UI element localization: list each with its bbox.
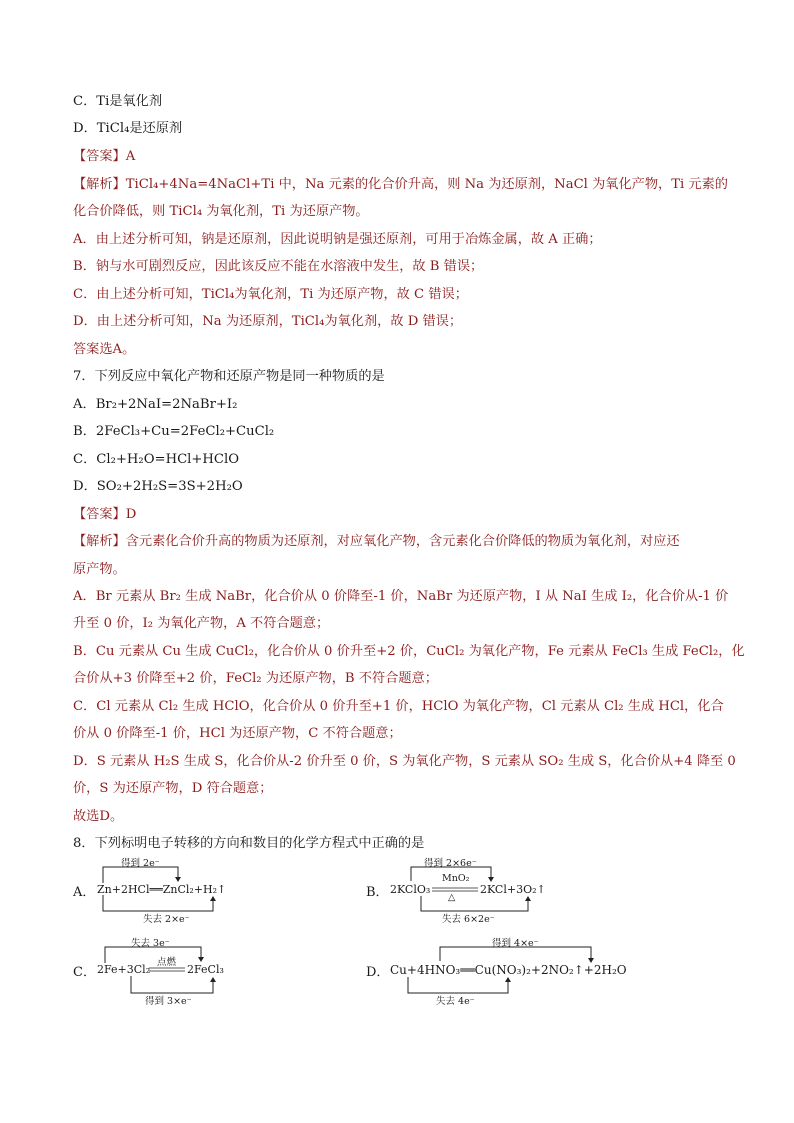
lose-electron-label: 失去 2×e⁻ <box>143 914 190 925</box>
q7-option-b: B．2FeCl₃+Cu=2FeCl₂+CuCl₂ <box>73 424 275 439</box>
analysis-text: 含元素化合价升高的物质为还原剂，对应氧化产物，含元素化合价降低的物质为氧化剂，对应还 <box>125 534 680 549</box>
question-8-stem: 8．下列标明电子转移的方向和数目的化学方程式中正确的是 <box>73 836 425 851</box>
answer-line <box>73 148 135 166</box>
chemical-equation: Cu+4HNO₃══Cu(NO₃)₂+2NO₂↑+2H₂O <box>390 963 627 977</box>
gain-electron-label: 得到 2e⁻ <box>121 858 160 869</box>
final-answer: 答案选A。 <box>73 342 136 357</box>
analysis-line: 化合价降低，则 TiCl₄ 为氧化剂，Ti 为还原产物。 <box>73 204 369 219</box>
product: 2FeCl₃ <box>187 963 224 976</box>
catalyst-label: MnO₂ <box>442 873 470 884</box>
analysis-tag: 【解析】 <box>73 177 126 192</box>
q7-explanation-b: B．Cu 元素从 Cu 生成 CuCl₂，化合价从 0 价升至+2 价，CuCl₂ 为氧化产物，Fe 元素从 FeCl₃ 生成 FeCl₂，化 <box>73 644 745 659</box>
chemical-equation: Zn+2HCl══ZnCl₂+H₂↑ <box>97 883 227 896</box>
gain-electron-label: 得到 4×e⁻ <box>492 938 539 949</box>
option-label: C． <box>73 965 96 980</box>
heat-symbol: △ <box>448 892 456 903</box>
q7-option-c: C．Cl₂+H₂O=HCl+HClO <box>73 452 240 467</box>
q7-option-d: D．SO₂+2H₂S=3S+2H₂O <box>73 479 243 494</box>
explanation-d: D．由上述分析可知，Na 为还原剂，TiCl₄为氧化剂，故 D 错误； <box>73 314 463 329</box>
answer-value: D <box>125 507 137 522</box>
explanation-a: A．由上述分析可知，钠是还原剂，因此说明钠是强还原剂，可用于冶炼金属，故 A 正确； <box>73 232 602 247</box>
q7-explanation-c: 价从 0 价降至-1 价，HCl 为还原产物，C 不符合题意； <box>73 726 402 741</box>
q7-explanation-d: D．S 元素从 H₂S 生成 S，化合价从-2 价升至 0 价，S 为氧化产物，S 元素从 SO₂ 生成 S，化合价从+4 降至 0 <box>73 754 736 769</box>
analysis-text: TiCl₄+4Na=4NaCl+Ti 中，Na 元素的化合价升高，则 Na 为还原剂，NaCl 为氧化产物，Ti 元素的 <box>125 177 728 192</box>
q8-option-c <box>73 935 333 1007</box>
answer-tag: 【答案】 <box>73 507 126 522</box>
q7-analysis-line: 原产物。 <box>73 562 126 577</box>
lose-electron-label: 失去 4e⁻ <box>436 996 475 1007</box>
lose-electron-label: 失去 6×2e⁻ <box>442 914 495 925</box>
analysis-tag: 【解析】 <box>73 534 126 549</box>
gain-electron-label: 得到 3×e⁻ <box>145 996 192 1007</box>
reactant: 2Fe+3Cl₂ <box>97 963 151 976</box>
q7-explanation-d: 价，S 为还原产物，D 符合题意； <box>73 781 273 796</box>
question-7-stem: 7．下列反应中氧化产物和还原产物是同一种物质的是 <box>73 369 385 384</box>
option-c: C．Ti是氧化剂 <box>73 94 163 109</box>
q7-final-answer: 故选D。 <box>73 809 124 824</box>
q7-explanation-a: 升至 0 价，I₂ 为氧化产物，A 不符合题意； <box>73 616 330 631</box>
option-label: B． <box>366 885 389 900</box>
q7-explanation-b: 合价从+3 价降至+2 价，FeCl₂ 为还原产物，B 不符合题意； <box>73 671 438 686</box>
analysis-line <box>73 176 728 194</box>
q8-option-d <box>366 935 706 1007</box>
q7-option-a: A．Br₂+2NaI=2NaBr+I₂ <box>73 397 238 412</box>
product: 2KCl+3O₂↑ <box>480 883 546 896</box>
q7-analysis-line <box>73 533 680 551</box>
q8-option-b <box>366 855 666 925</box>
gain-electron-label: 得到 2×6e⁻ <box>424 858 477 869</box>
q8-option-a <box>73 855 333 925</box>
option-label: A． <box>73 885 96 900</box>
reactant: 2KClO₃ <box>390 883 431 896</box>
condition-label: 点燃 <box>157 957 177 968</box>
explanation-b: B．钠与水可剧烈反应，因此该反应不能在水溶液中发生，故 B 错误； <box>73 259 484 274</box>
q7-explanation-a: A．Br 元素从 Br₂ 生成 NaBr，化合价从 0 价降至-1 价，NaBr 为还原产物，I 从 NaI 生成 I₂，化合价从-1 价 <box>73 589 729 604</box>
explanation-c: C．由上述分析可知，TiCl₄为氧化剂，Ti 为还原产物，故 C 错误； <box>73 287 468 302</box>
q7-explanation-c: C．Cl 元素从 Cl₂ 生成 HClO，化合价从 0 价升至+1 价，HClO 为氧化产物，Cl 元素从 Cl₂ 生成 HCl，化合 <box>73 699 724 714</box>
option-label: D． <box>366 965 390 980</box>
q7-answer-line <box>73 506 136 524</box>
answer-value: A <box>125 149 136 164</box>
answer-tag: 【答案】 <box>73 149 126 164</box>
option-d: D．TiCl₄是还原剂 <box>73 121 183 136</box>
lose-electron-label: 失去 3e⁻ <box>131 938 170 949</box>
